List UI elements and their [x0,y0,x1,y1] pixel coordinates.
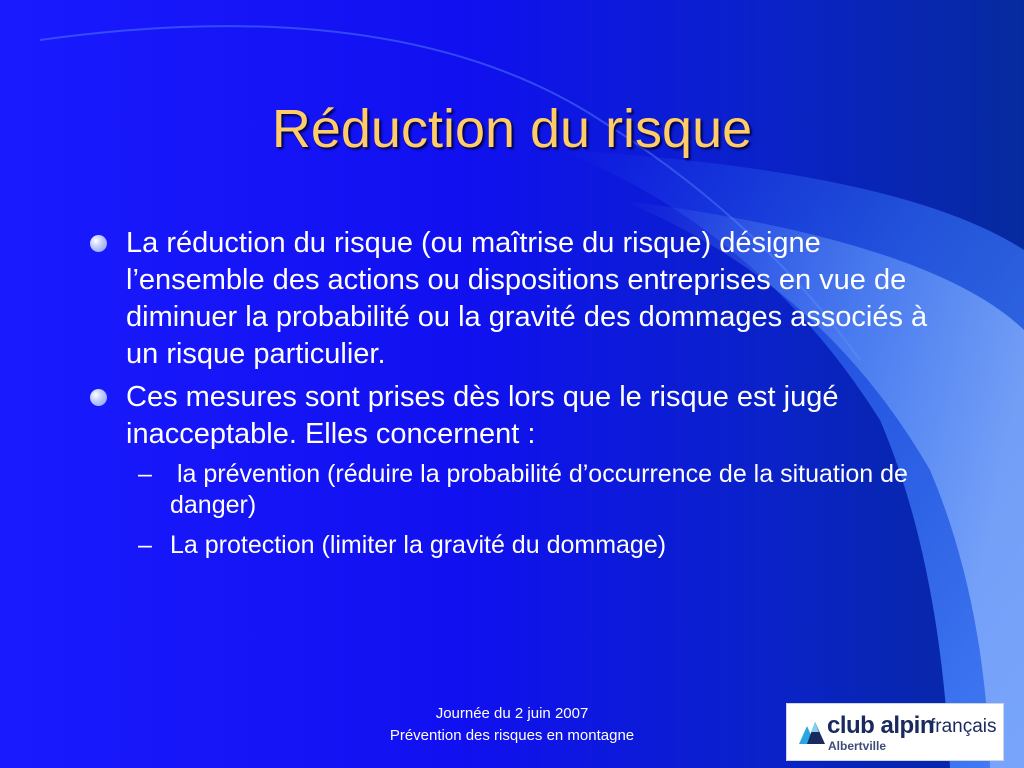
footer-date: Journée du 2 juin 2007 [435,705,589,722]
bullet-dot-icon [90,389,107,406]
club-alpin-logo [786,703,1004,761]
sub-bullet-item [126,459,946,521]
sub-bullet-text: La protection (limiter la gravité du dommage) [170,531,667,559]
dash-marker: – [138,460,152,488]
sub-bullet-item [126,530,946,561]
logo-club-text: club alpin [827,712,935,739]
slide-footer [330,703,694,747]
bullet-item [86,379,946,453]
dash-marker: – [138,531,152,559]
logo-francais-text: français [930,716,997,737]
bullet-list [86,225,946,570]
bullet-text: La réduction du risque (ou maîtrise du risque) désigne l’ensemble des actions ou dispositions entreprises en vue de diminuer la probabilité ou la gravité des dommages associés à un risque particulier. [126,227,928,370]
mountain-logo-icon [797,716,827,748]
slide-title: Réduction du risque [271,99,753,159]
footer-subtitle: Prévention des risques en montagne [389,727,635,744]
logo-city-text: Albertville [828,739,887,753]
bullet-item [86,225,946,373]
sub-bullet-text: la prévention (réduire la probabilité d’occurrence de la situation de danger) [170,460,915,519]
bullet-text: Ces mesures sont prises dès lors que le risque est jugé inacceptable. Elles concernent : [126,381,839,450]
bullet-dot-icon [90,235,107,252]
sub-bullet-list [86,459,946,561]
